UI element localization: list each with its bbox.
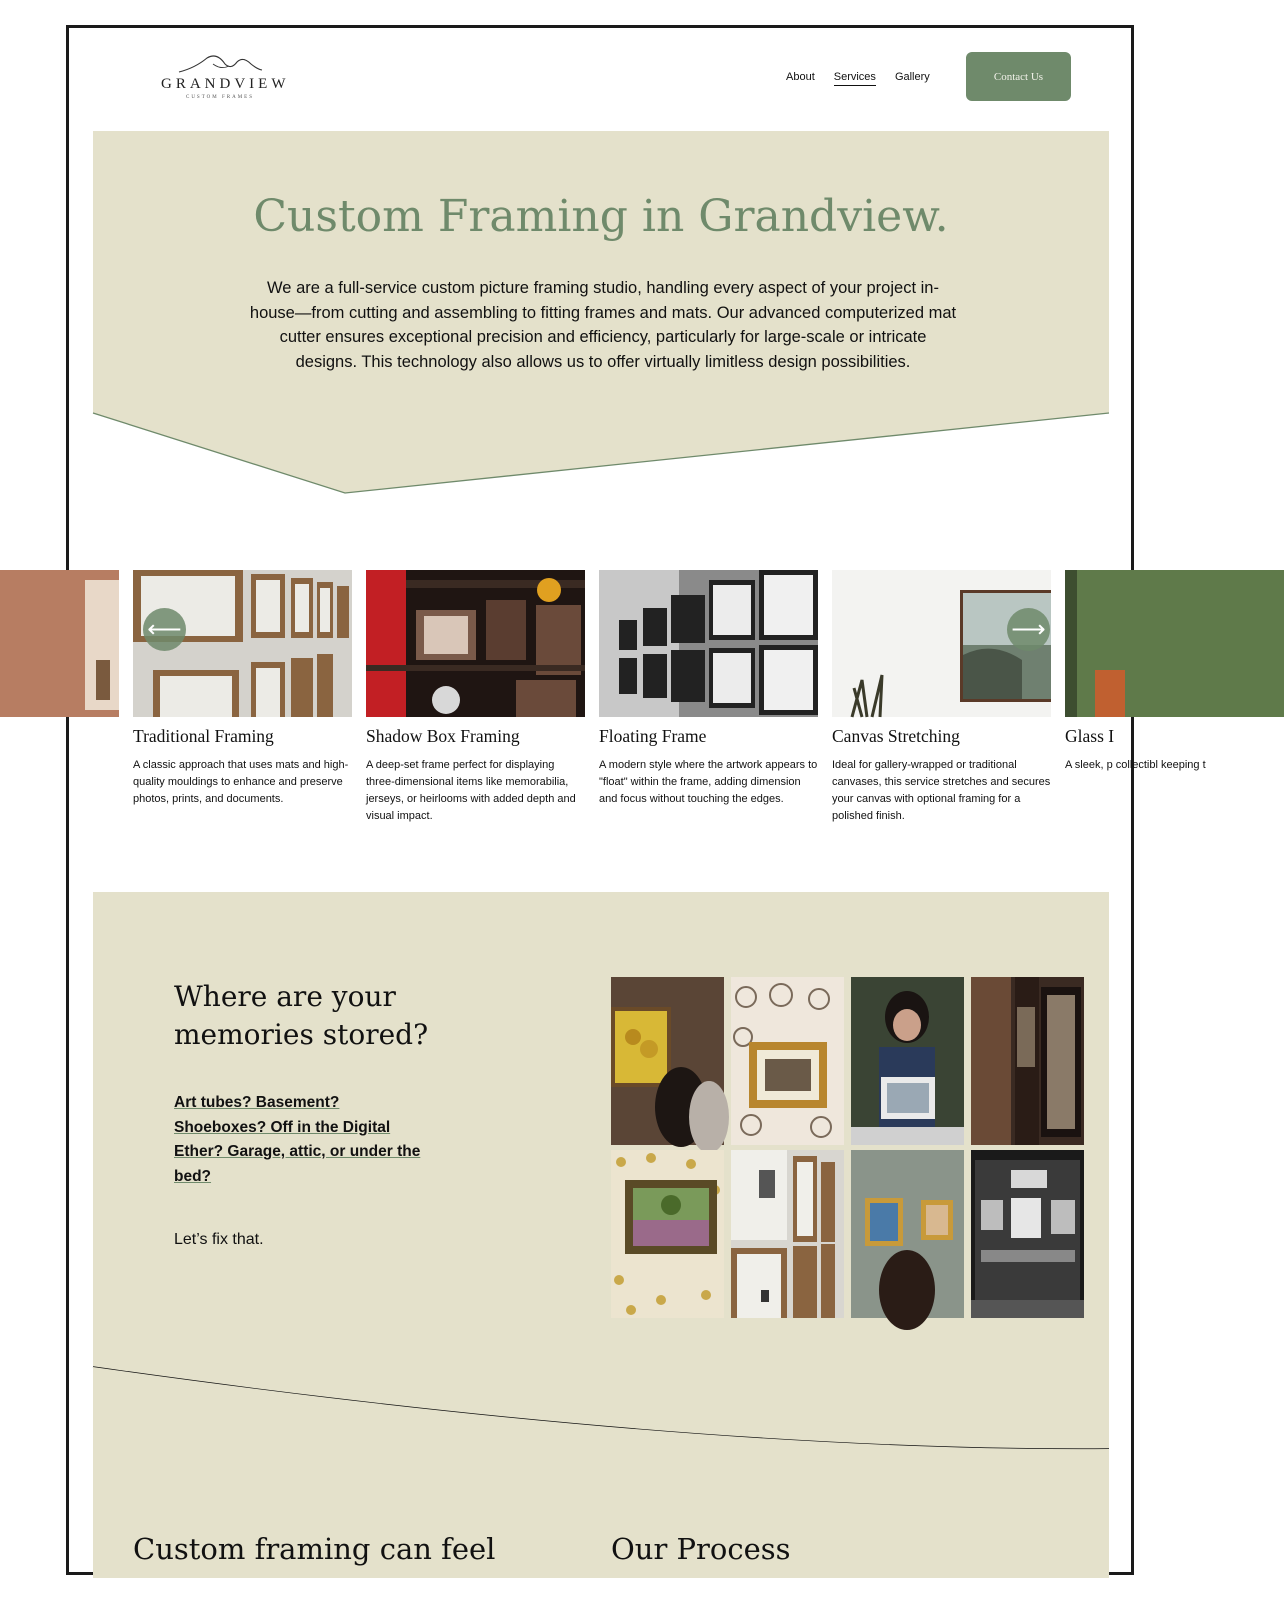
contact-us-button[interactable]: Contact Us bbox=[966, 52, 1071, 101]
carousel-next-button[interactable] bbox=[1007, 608, 1050, 651]
service-title: Glass I bbox=[1065, 726, 1115, 746]
service-card[interactable] bbox=[832, 570, 1051, 825]
nav-gallery[interactable]: Gallery bbox=[894, 71, 930, 83]
service-description: A sleek, p collectibl keeping t bbox=[1065, 759, 1206, 771]
gallery-photo[interactable] bbox=[731, 977, 844, 1145]
memories-heading: Where are your memories stored? bbox=[174, 980, 429, 1051]
shop-window-photo bbox=[971, 1150, 1084, 1318]
service-title: Canvas Stretching bbox=[832, 726, 960, 746]
services-carousel bbox=[93, 570, 1206, 840]
frames-row-photo bbox=[731, 1150, 844, 1318]
nav-services[interactable]: Services bbox=[834, 71, 876, 86]
memories-link[interactable]: bed? bbox=[174, 1167, 212, 1185]
woman-viewing-art-photo bbox=[851, 1150, 964, 1318]
gallery-photo[interactable] bbox=[611, 1150, 724, 1318]
memories-link[interactable]: Shoeboxes? Off in the Digital bbox=[174, 1118, 391, 1136]
our-process-heading: Our Process bbox=[611, 1532, 791, 1566]
hero-description: We are a full-service custom picture framing studio, handling every aspect of your project in-house—from cutting and assembling to fitting frames and mats. Our advanced computerized mat cutter ensures exceptional precision and efficiency, particularly for large-scale or intricate designs. This technology also allows us to offer virtually limitless design possibilities. bbox=[249, 279, 957, 371]
brand-name: GRANDVIEW bbox=[161, 76, 290, 92]
service-image bbox=[0, 570, 119, 717]
service-description: Ideal for gallery-wrapped or traditional canvases, this service stretches and secures your canvas with optional framing for a polished finish. bbox=[832, 759, 1051, 822]
memories-links bbox=[174, 1091, 444, 1189]
woman-holding-frame-photo bbox=[851, 977, 964, 1145]
gallery-photo[interactable] bbox=[971, 1150, 1084, 1318]
gold-frame-plates-photo bbox=[731, 977, 844, 1145]
framing-photo bbox=[0, 570, 119, 717]
service-card-partial-left[interactable] bbox=[0, 570, 119, 717]
arrow-left-icon: ⟵ bbox=[147, 616, 182, 643]
mountain-logo-icon bbox=[177, 52, 263, 76]
gallery-photo[interactable] bbox=[971, 977, 1084, 1145]
brand-tagline: CUSTOM FRAMES bbox=[185, 95, 254, 100]
glass-display-photo bbox=[1065, 570, 1284, 717]
butterfly-frames-photo bbox=[599, 570, 818, 717]
custom-framing-heading: Custom framing can feel bbox=[133, 1532, 496, 1566]
service-description: A classic approach that uses mats and high-quality mouldings to enhance and preserve photos, prints, and documents. bbox=[133, 759, 349, 805]
gallery-photo[interactable] bbox=[851, 1150, 964, 1318]
carousel-prev-button[interactable] bbox=[143, 608, 186, 651]
memories-link[interactable]: Ether? Garage, attic, or under the bbox=[174, 1143, 421, 1160]
service-description: A deep-set frame perfect for displaying three-dimensional items like memorabilia, jerseys, or heirlooms with added depth and visual impact. bbox=[366, 759, 576, 822]
arrow-right-icon: ⟶ bbox=[1011, 616, 1046, 643]
service-title: Floating Frame bbox=[599, 726, 707, 746]
service-title: Traditional Framing bbox=[133, 726, 274, 746]
floating-frame-image bbox=[599, 570, 818, 717]
page-frame bbox=[66, 25, 1206, 1575]
memories-link[interactable]: Art tubes? Basement? bbox=[174, 1094, 340, 1111]
photo-grid bbox=[611, 977, 1083, 1318]
glass-image bbox=[1065, 570, 1284, 717]
nav-about[interactable]: About bbox=[786, 71, 815, 83]
gallery-photo[interactable] bbox=[731, 1150, 844, 1318]
sunflowers-museum-photo bbox=[611, 977, 724, 1145]
memories-fix-text: Let’s fix that. bbox=[174, 1231, 264, 1248]
gallery-photo[interactable] bbox=[611, 977, 724, 1145]
gallery-photo[interactable] bbox=[851, 977, 964, 1145]
memories-section bbox=[93, 892, 1109, 1578]
dark-frames-gallery-photo bbox=[971, 977, 1084, 1145]
service-description: A modern style where the artwork appears to "float" within the frame, adding dimension and focus without touching the edges. bbox=[599, 759, 818, 805]
service-card-partial-right[interactable] bbox=[1065, 570, 1284, 774]
shadow-box-image bbox=[366, 570, 585, 717]
section-divider-curve bbox=[93, 1367, 1109, 1477]
floral-wallpaper-frame-photo bbox=[611, 1150, 724, 1318]
service-card[interactable] bbox=[366, 570, 585, 825]
service-card[interactable] bbox=[599, 570, 818, 808]
hero-section bbox=[93, 131, 1109, 496]
service-card[interactable] bbox=[133, 570, 352, 808]
service-title: Shadow Box Framing bbox=[366, 726, 520, 746]
memorabilia-shelf-photo bbox=[366, 570, 585, 717]
brand-logo[interactable] bbox=[161, 52, 290, 108]
page-title: Custom Framing in Grandview. bbox=[253, 191, 949, 242]
main-nav bbox=[786, 71, 930, 86]
